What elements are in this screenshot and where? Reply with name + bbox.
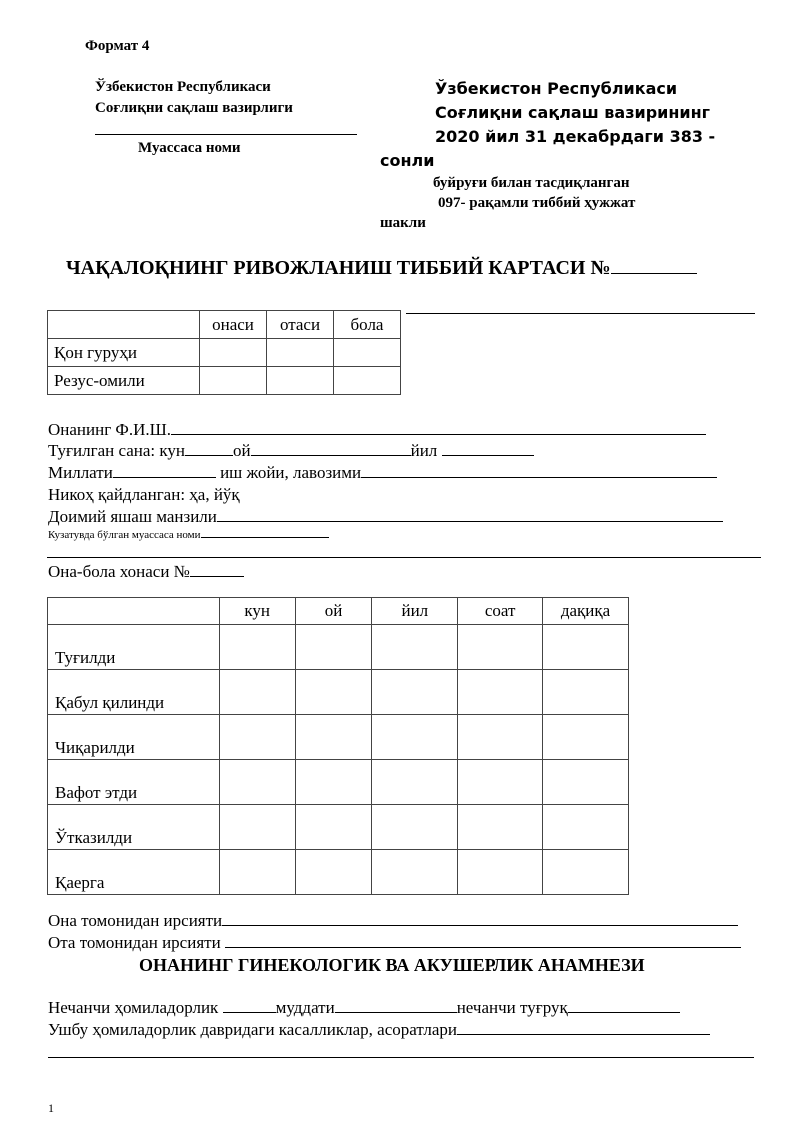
rhesus-father-cell[interactable]	[267, 367, 334, 395]
mother-heredity-label: Она томонидан ирсияти	[48, 911, 223, 930]
rhesus-child-cell[interactable]	[334, 367, 401, 395]
birthdate-day-field[interactable]	[185, 442, 233, 456]
approval-line6: 097- рақамли тиббий ҳужжат	[438, 195, 636, 211]
observed-label: Кузатувда бўлган муассаса номи	[48, 529, 201, 541]
events-col-hour: соат	[458, 598, 543, 625]
diseases-continuation-line[interactable]	[48, 1057, 754, 1058]
approval-line2: Соғлиқни сақлаш вазирининг	[435, 103, 711, 122]
table-cell[interactable]	[219, 805, 295, 850]
approval-line3: 2020 йил 31 декабрдаги 383 -	[435, 127, 716, 146]
diseases-row	[48, 1020, 710, 1040]
table-cell[interactable]	[458, 760, 543, 805]
title-number-line	[406, 313, 755, 314]
ministry-line2: Соғлиқни сақлаш вазирлиги	[95, 100, 293, 116]
event-admitted-label: Қабул қилинди	[48, 670, 220, 715]
table-cell[interactable]	[295, 625, 372, 670]
mother-fio-row	[48, 420, 706, 440]
table-row	[48, 625, 629, 670]
room-field[interactable]	[190, 563, 244, 577]
approval-line5: буйруғи билан тасдиқланган	[433, 175, 630, 191]
event-discharged-label: Чиқарилди	[48, 715, 220, 760]
event-born-label: Туғилди	[48, 625, 220, 670]
mother-heredity-row	[48, 911, 738, 931]
father-heredity-label: Ота томонидан ирсияти	[48, 933, 225, 952]
table-cell[interactable]	[543, 715, 629, 760]
blood-table	[47, 310, 401, 395]
pregnancy-row	[48, 998, 680, 1018]
table-cell[interactable]	[372, 760, 458, 805]
table-cell[interactable]	[372, 715, 458, 760]
table-row	[48, 805, 629, 850]
birthdate-year-field[interactable]	[442, 442, 534, 456]
room-label: Она-бола хонаси №	[48, 562, 190, 581]
table-cell[interactable]	[372, 850, 458, 895]
event-died-label: Вафот этди	[48, 760, 220, 805]
ministry-line1: Ўзбекистон Республикаси	[95, 79, 271, 95]
table-cell[interactable]	[543, 625, 629, 670]
mother-fio-label: Онанинг Ф.И.Ш.	[48, 420, 172, 439]
table-row	[48, 670, 629, 715]
observed-field[interactable]	[201, 528, 329, 538]
table-cell[interactable]	[372, 805, 458, 850]
blood-col-mother: онаси	[200, 311, 267, 339]
table-cell[interactable]	[372, 670, 458, 715]
institution-caption: Муассаса номи	[138, 140, 241, 156]
pregnancy-field[interactable]	[223, 999, 276, 1013]
mother-fio-field[interactable]	[171, 421, 706, 435]
blood-group-father-cell[interactable]	[267, 339, 334, 367]
birthdate-month-label: ой	[233, 441, 251, 460]
table-cell[interactable]	[295, 670, 372, 715]
pregnancy-label: Нечанчи ҳомиладорлик	[48, 998, 223, 1017]
approval-line1: Ўзбекистон Республикаси	[435, 79, 678, 98]
format-label: Формат 4	[85, 38, 150, 54]
marriage-row: Никоҳ қайдланган: ҳа, йўқ	[48, 485, 240, 504]
birth-number-field[interactable]	[568, 999, 680, 1013]
approval-line4: сонли	[380, 151, 435, 170]
table-cell[interactable]	[219, 850, 295, 895]
father-heredity-field[interactable]	[225, 934, 741, 948]
table-cell[interactable]	[219, 715, 295, 760]
event-transferred-label: Ўтказилди	[48, 805, 220, 850]
table-cell[interactable]	[295, 850, 372, 895]
room-row	[48, 562, 244, 582]
blood-col-child: бола	[334, 311, 401, 339]
table-row	[48, 850, 629, 895]
rhesus-label: Резус-омили	[48, 367, 200, 395]
table-cell[interactable]	[295, 715, 372, 760]
table-row	[48, 760, 629, 805]
father-heredity-row	[48, 933, 741, 953]
institution-name-line	[95, 134, 357, 135]
table-cell[interactable]	[458, 715, 543, 760]
table-cell[interactable]	[219, 760, 295, 805]
rhesus-mother-cell[interactable]	[200, 367, 267, 395]
blood-group-label: Қон гуруҳи	[48, 339, 200, 367]
blood-group-mother-cell[interactable]	[200, 339, 267, 367]
address-label: Доимий яшаш манзили	[48, 507, 217, 526]
duration-label: муддати	[275, 998, 335, 1017]
diseases-field[interactable]	[457, 1021, 710, 1035]
table-cell[interactable]	[458, 670, 543, 715]
table-row	[48, 715, 629, 760]
blood-col-father: отаси	[267, 311, 334, 339]
work-field[interactable]	[361, 464, 717, 478]
event-where-label: Қаерга	[48, 850, 220, 895]
table-cell[interactable]	[543, 670, 629, 715]
birthdate-day-label: Туғилган сана: кун	[48, 441, 185, 460]
nationality-field[interactable]	[113, 464, 216, 478]
address-field[interactable]	[217, 508, 723, 522]
mother-heredity-field[interactable]	[222, 912, 738, 926]
events-col-day: кун	[219, 598, 295, 625]
table-cell[interactable]	[295, 805, 372, 850]
work-label: иш жойи, лавозими	[215, 463, 362, 482]
events-col-year: йил	[372, 598, 458, 625]
mother-birthdate-row	[48, 441, 534, 461]
birthdate-month-field[interactable]	[251, 442, 411, 456]
anamnesis-title: ОНАНИНГ ГИНЕКОЛОГИК ВА АКУШЕРЛИК АНАМНЕЗИ	[139, 955, 645, 975]
table-cell[interactable]	[372, 625, 458, 670]
table-cell[interactable]	[458, 850, 543, 895]
address-row	[48, 507, 723, 527]
blood-group-child-cell[interactable]	[334, 339, 401, 367]
table-cell[interactable]	[219, 625, 295, 670]
table-cell[interactable]	[219, 670, 295, 715]
diseases-label: Ушбу ҳомиладорлик давридаги касалликлар, асоратлари	[48, 1020, 457, 1039]
section-divider	[47, 557, 761, 558]
table-cell[interactable]	[458, 805, 543, 850]
events-col-month: ой	[295, 598, 372, 625]
table-cell[interactable]	[543, 760, 629, 805]
birth-number-label: нечанчи туғруқ	[456, 998, 568, 1017]
observed-row	[48, 528, 329, 541]
events-table	[47, 597, 629, 895]
events-col-blank	[48, 598, 220, 625]
table-cell[interactable]	[543, 850, 629, 895]
page-number: 1	[48, 1101, 54, 1115]
table-cell[interactable]	[543, 805, 629, 850]
page-title: ЧАҚАЛОҚНИНГ РИВОЖЛАНИШ ТИББИЙ КАРТАСИ №	[66, 257, 697, 280]
nationality-label: Миллати	[48, 463, 113, 482]
blood-col-blank	[48, 311, 200, 339]
birthdate-year-label: йил	[410, 441, 438, 460]
table-cell[interactable]	[458, 625, 543, 670]
approval-line7: шакли	[380, 215, 426, 231]
nationality-row	[48, 463, 717, 483]
duration-field[interactable]	[335, 999, 457, 1013]
events-col-minute: дақиқа	[543, 598, 629, 625]
table-cell[interactable]	[295, 760, 372, 805]
